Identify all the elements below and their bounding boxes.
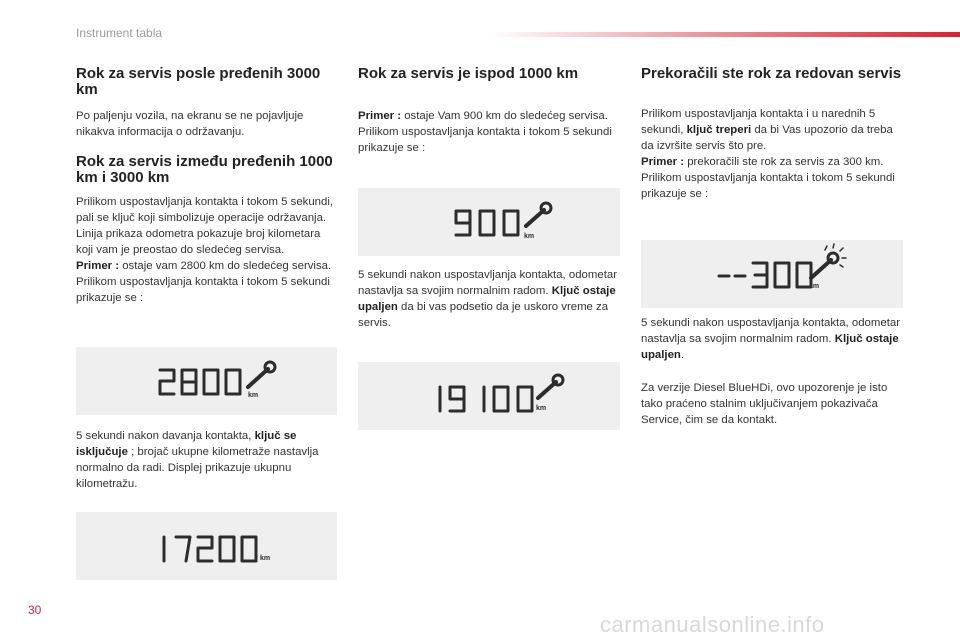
wrench-icon: [248, 362, 275, 387]
km-unit: km: [536, 405, 547, 412]
example-label: Primer :: [76, 260, 120, 272]
para-under-1000: [358, 108, 620, 156]
para-bluehdi: Za verzije Diesel BlueHDi, ovo upozorenje je isto tako praćeno stalnim uključivanjem pokazivača Service, čim se da kontakt.: [641, 382, 888, 426]
display-900-graphic: [358, 188, 620, 256]
para-text: ; brojač ukupne kilometraže nastavlja normalno da radi. Displej prikazuje ukupnu kilometražu.: [76, 446, 319, 490]
para-text: da bi Vas upozorio da treba da izvršite servis što pre.: [641, 124, 893, 152]
heading-under-1000: Rok za servis je ispod 1000 km: [358, 65, 579, 82]
example-text: ostaje Vam 900 km do sledećeg servisa.: [401, 110, 608, 122]
para-text: Prilikom uspostavljanja kontakta i tokom 5 sekundi, pali se ključ koji simbolizuje operacije održavanja. Linija prikaza odometra pokazuje broj kilometara koji vam je preostao do sledećeg servisa.: [76, 196, 334, 256]
display-17200: [76, 512, 337, 580]
para-after-2800: [76, 428, 338, 492]
km-unit: km: [260, 555, 271, 562]
display-19100: [358, 362, 620, 430]
para-overdue: [641, 106, 903, 202]
wrench-icon: [526, 203, 551, 226]
para-text: Prilikom uspostavljanja kontakta i u narednih 5 sekundi,: [641, 108, 876, 136]
km-unit: km: [524, 233, 535, 240]
display-2800-graphic: [76, 347, 337, 415]
page-number: 30: [28, 603, 42, 617]
heading-overdue: Prekoračili ste rok za redovan servis: [641, 65, 902, 82]
flashing-wrench-icon: [811, 244, 846, 278]
para-text: 5 sekundi nakon uspostavljanja kontakta, odometar nastavlja sa svojim normalnim radom.: [641, 317, 900, 345]
example-text: prekoračili ste rok za servis za 300 km.: [684, 156, 884, 168]
display-minus-300: [641, 240, 903, 308]
watermark: carmanualsonline.info: [600, 612, 825, 637]
bold-text: Ključ ostaje upaljen: [358, 285, 616, 313]
heading-1000-3000: Rok za servis između pređenih 1000 km i 3000 km: [76, 153, 333, 186]
para-1000-3000: [76, 194, 338, 306]
km-unit: km: [248, 392, 259, 399]
example-label: Primer :: [358, 110, 402, 122]
display-17200-graphic: [76, 512, 337, 580]
para-text: 5 sekundi nakon uspostavljanja kontakta, odometar nastavlja sa svojim normalnim radom.: [358, 269, 617, 297]
para-end: Prilikom uspostavljanja kontakta i tokom 5 sekundi prikazuje se :: [76, 276, 330, 304]
para-after-900: [358, 267, 620, 331]
header-rule: [490, 32, 960, 37]
para-over-3000: Po paljenju vozila, na ekranu se ne pojavljuje nikakva informacija o održavanju.: [76, 110, 304, 138]
para-text: da bi vas podsetio da je uskoro vreme za servis.: [358, 301, 609, 329]
display-2800: [76, 347, 337, 415]
km-unit: km: [809, 283, 820, 290]
example-text: ostaje vam 2800 km do sledećeg servisa.: [119, 260, 332, 272]
example-label: Primer :: [641, 156, 685, 168]
heading-over-3000: Rok za servis posle pređenih 3000 km: [76, 65, 321, 98]
section-title: Instrument tabla: [76, 26, 163, 40]
display-900: [358, 188, 620, 256]
para-end: Prilikom uspostavljanja kontakta i tokom 5 sekundi prikazuje se :: [358, 126, 612, 154]
bold-text: ključ treperi: [686, 124, 752, 136]
display-minus-300-graphic: [641, 240, 903, 308]
bold-text: ključ se isključuje: [76, 430, 297, 458]
para-after-300: [641, 315, 903, 363]
para-text: .: [680, 349, 685, 361]
bold-text: Ključ ostaje upaljen: [641, 333, 899, 361]
para-text: 5 sekundi nakon davanja kontakta,: [76, 430, 255, 442]
para-end: Prilikom uspostavljanja kontakta i tokom 5 sekundi prikazuje se :: [641, 172, 895, 200]
wrench-icon: [538, 375, 563, 398]
display-19100-graphic: [358, 362, 620, 430]
